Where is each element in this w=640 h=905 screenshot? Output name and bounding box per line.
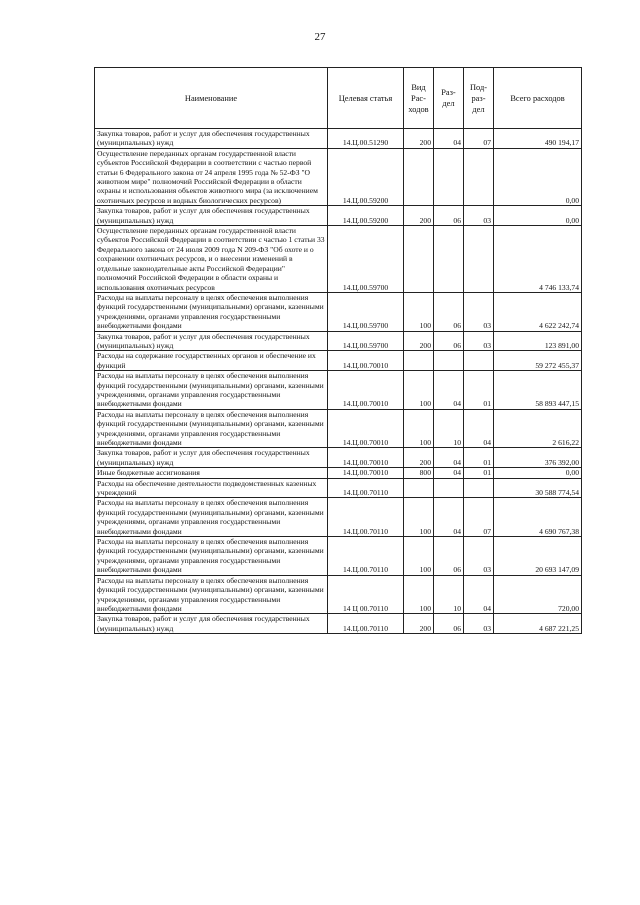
row-section-cell: 06 bbox=[434, 292, 464, 331]
row-total-cell: 2 616,22 bbox=[494, 409, 582, 448]
row-subsection-cell bbox=[464, 226, 494, 293]
row-name-cell: Расходы на содержание государственных органов и обеспечение их функций bbox=[95, 351, 328, 371]
header-subsection: Под- раз- дел bbox=[464, 68, 494, 129]
row-subsection-cell: 04 bbox=[464, 409, 494, 448]
row-expense-type-cell: 200 bbox=[404, 129, 434, 149]
row-total-cell: 4 622 242,74 bbox=[494, 292, 582, 331]
row-subsection-cell bbox=[464, 148, 494, 205]
row-total-cell: 4 687 221,25 bbox=[494, 614, 582, 634]
row-total-cell: 58 893 447,15 bbox=[494, 371, 582, 410]
row-name-cell: Закупка товаров, работ и услуг для обеспечения государственных (муниципальных) нужд bbox=[95, 129, 328, 149]
row-subsection-cell: 03 bbox=[464, 614, 494, 634]
row-expense-type-cell bbox=[404, 148, 434, 205]
row-target-article-cell: 14.Ц.00.70110 bbox=[328, 478, 404, 498]
table-header-row bbox=[95, 68, 582, 129]
row-name-cell: Расходы на выплаты персоналу в целях обеспечения выполнения функций государственными (муниципальными) органами, казенными учреждениями, органами управления государственными внебюджетными фондами bbox=[95, 409, 328, 448]
header-total-expenses: Всего расходов bbox=[494, 68, 582, 129]
row-expense-type-cell: 800 bbox=[404, 468, 434, 478]
row-section-cell: 06 bbox=[434, 331, 464, 351]
row-section-cell: 10 bbox=[434, 575, 464, 614]
row-target-article-cell: 14.Ц.00.70010 bbox=[328, 468, 404, 478]
row-subsection-cell: 03 bbox=[464, 331, 494, 351]
row-expense-type-cell: 100 bbox=[404, 371, 434, 410]
row-total-cell: 20 693 147,09 bbox=[494, 537, 582, 576]
table-row bbox=[95, 448, 582, 468]
row-expense-type-cell: 100 bbox=[404, 537, 434, 576]
row-section-cell bbox=[434, 148, 464, 205]
row-name-cell: Закупка товаров, работ и услуг для обеспечения государственных (муниципальных) нужд bbox=[95, 331, 328, 351]
table-row bbox=[95, 292, 582, 331]
row-target-article-cell: 14.Ц.00.70010 bbox=[328, 409, 404, 448]
table-row bbox=[95, 468, 582, 478]
row-target-article-cell: 14.Ц.00.51290 bbox=[328, 129, 404, 149]
row-section-cell: 06 bbox=[434, 206, 464, 226]
row-subsection-cell: 01 bbox=[464, 371, 494, 410]
row-section-cell: 04 bbox=[434, 468, 464, 478]
table-row bbox=[95, 226, 582, 293]
row-name-cell: Расходы на выплаты персоналу в целях обеспечения выполнения функций государственными (муниципальными) органами, казенными учреждениями, органами управления государственными внебюджетными фондами bbox=[95, 292, 328, 331]
header-name: Наименование bbox=[95, 68, 328, 129]
row-expense-type-cell: 200 bbox=[404, 206, 434, 226]
budget-table bbox=[94, 67, 582, 634]
row-section-cell: 04 bbox=[434, 448, 464, 468]
row-subsection-cell: 03 bbox=[464, 292, 494, 331]
row-expense-type-cell: 200 bbox=[404, 448, 434, 468]
row-target-article-cell: 14.Ц.00.70010 bbox=[328, 448, 404, 468]
row-target-article-cell: 14.Ц.00.59700 bbox=[328, 292, 404, 331]
row-target-article-cell: 14.Ц.00.70010 bbox=[328, 371, 404, 410]
row-section-cell: 06 bbox=[434, 614, 464, 634]
row-name-cell: Расходы на выплаты персоналу в целях обеспечения выполнения функций государственными (муниципальными) органами, казенными учреждениями, органами управления государственными внебюджетными фондами bbox=[95, 498, 328, 537]
table-row bbox=[95, 575, 582, 614]
row-subsection-cell: 07 bbox=[464, 498, 494, 537]
row-expense-type-cell bbox=[404, 351, 434, 371]
row-section-cell bbox=[434, 351, 464, 371]
table-row bbox=[95, 614, 582, 634]
row-name-cell: Закупка товаров, работ и услуг для обеспечения государственных (муниципальных) нужд bbox=[95, 206, 328, 226]
table-row bbox=[95, 478, 582, 498]
row-name-cell: Закупка товаров, работ и услуг для обеспечения государственных (муниципальных) нужд bbox=[95, 448, 328, 468]
row-section-cell: 10 bbox=[434, 409, 464, 448]
row-total-cell: 59 272 455,37 bbox=[494, 351, 582, 371]
row-target-article-cell: 14.Ц.00.70110 bbox=[328, 614, 404, 634]
table-row bbox=[95, 351, 582, 371]
row-name-cell: Расходы на выплаты персоналу в целях обеспечения выполнения функций государственными (муниципальными) органами, казенными учреждениями, органами управления государственными внебюджетными фондами bbox=[95, 537, 328, 576]
header-target-article: Целевая статья bbox=[328, 68, 404, 129]
row-target-article-cell: 14.Ц.00.70110 bbox=[328, 498, 404, 537]
row-name-cell: Иные бюджетные ассигнования bbox=[95, 468, 328, 478]
row-expense-type-cell: 100 bbox=[404, 292, 434, 331]
row-target-article-cell: 14 Ц 00.70110 bbox=[328, 575, 404, 614]
row-total-cell: 123 891,00 bbox=[494, 331, 582, 351]
table-row bbox=[95, 331, 582, 351]
row-target-article-cell: 14.Ц.00.59200 bbox=[328, 148, 404, 205]
row-expense-type-cell bbox=[404, 478, 434, 498]
row-section-cell: 04 bbox=[434, 371, 464, 410]
row-total-cell: 376 392,00 bbox=[494, 448, 582, 468]
table-row bbox=[95, 409, 582, 448]
row-expense-type-cell: 200 bbox=[404, 331, 434, 351]
table-row bbox=[95, 206, 582, 226]
row-total-cell: 30 588 774,54 bbox=[494, 478, 582, 498]
header-expense-type: Вид Рас- ходов bbox=[404, 68, 434, 129]
row-expense-type-cell: 100 bbox=[404, 498, 434, 537]
row-subsection-cell: 03 bbox=[464, 537, 494, 576]
page-number: 27 bbox=[314, 31, 326, 43]
row-name-cell: Расходы на выплаты персоналу в целях обеспечения выполнения функций государственными (муниципальными) органами, казенными учреждениями, органами управления государственными внебюджетными фондами bbox=[95, 371, 328, 410]
row-target-article-cell: 14.Ц.00.59200 bbox=[328, 206, 404, 226]
row-target-article-cell: 14.Ц.00.70110 bbox=[328, 537, 404, 576]
row-target-article-cell: 14.Ц.00.59700 bbox=[328, 226, 404, 293]
table-row bbox=[95, 129, 582, 149]
row-subsection-cell bbox=[464, 478, 494, 498]
row-subsection-cell: 04 bbox=[464, 575, 494, 614]
row-total-cell: 0,00 bbox=[494, 206, 582, 226]
row-name-cell: Расходы на обеспечение деятельности подведомственных казенных учреждений bbox=[95, 478, 328, 498]
row-section-cell bbox=[434, 478, 464, 498]
table-row bbox=[95, 371, 582, 410]
row-subsection-cell: 01 bbox=[464, 468, 494, 478]
row-subsection-cell: 03 bbox=[464, 206, 494, 226]
row-total-cell: 0,00 bbox=[494, 468, 582, 478]
row-expense-type-cell: 100 bbox=[404, 409, 434, 448]
row-section-cell: 04 bbox=[434, 498, 464, 537]
row-name-cell: Расходы на выплаты персоналу в целях обеспечения выполнения функций государственными (муниципальными) органами, казенными учреждениями, органами управления государственными внебюджетными фондами bbox=[95, 575, 328, 614]
row-total-cell: 490 194,17 bbox=[494, 129, 582, 149]
row-expense-type-cell: 100 bbox=[404, 575, 434, 614]
row-section-cell bbox=[434, 226, 464, 293]
table-row bbox=[95, 537, 582, 576]
row-section-cell: 06 bbox=[434, 537, 464, 576]
row-subsection-cell: 07 bbox=[464, 129, 494, 149]
row-total-cell: 720,00 bbox=[494, 575, 582, 614]
row-name-cell: Осуществление переданных органам государственной власти субъектов Российской Федерации в соответствии с частью 1 статьи 33 Федерального закона от 24 июля 2009 года N 209-ФЗ "Об охоте и о сохранении охотничьих ресурсов, и о внесении изменений в отдельные законодательные акты Российской Федерации" полномочий Российской Федерации в области охраны и использования охотничьих ресурсов bbox=[95, 226, 328, 293]
row-total-cell: 4 746 133,74 bbox=[494, 226, 582, 293]
row-expense-type-cell bbox=[404, 226, 434, 293]
row-subsection-cell: 01 bbox=[464, 448, 494, 468]
table-row bbox=[95, 498, 582, 537]
table-row bbox=[95, 148, 582, 205]
row-total-cell: 4 690 767,38 bbox=[494, 498, 582, 537]
row-total-cell: 0,00 bbox=[494, 148, 582, 205]
row-name-cell: Закупка товаров, работ и услуг для обеспечения государственных (муниципальных) нужд bbox=[95, 614, 328, 634]
row-target-article-cell: 14.Ц.00.59700 bbox=[328, 331, 404, 351]
row-name-cell: Осуществление переданных органам государственной власти субъектов Российской Федерации в соответствии с частью первой статьи 6 Федерального закона от 24 апреля 1995 года № 52-ФЗ "О животном мире" полномочий Российской Федерации в области охраны и использования объектов животного мира (за исключением охотничьих ресурсов и водных биологических ресурсов) bbox=[95, 148, 328, 205]
row-subsection-cell bbox=[464, 351, 494, 371]
row-expense-type-cell: 200 bbox=[404, 614, 434, 634]
row-target-article-cell: 14.Ц.00.70010 bbox=[328, 351, 404, 371]
row-section-cell: 04 bbox=[434, 129, 464, 149]
header-section: Раз- дел bbox=[434, 68, 464, 129]
